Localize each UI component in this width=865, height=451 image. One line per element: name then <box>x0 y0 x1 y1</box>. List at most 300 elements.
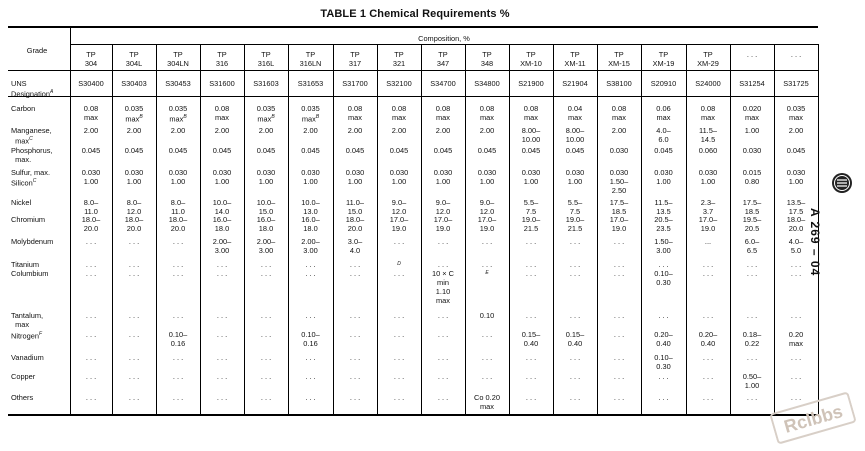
cell-cr: 17.0– 19.0 <box>389 215 409 233</box>
cell-ti: . . . <box>702 260 714 269</box>
cell-other: . . . <box>525 393 537 402</box>
cell-other: . . . <box>216 393 228 402</box>
cell-ta: . . . <box>658 311 669 320</box>
cell-v: . . . <box>393 353 405 362</box>
cell-s: 0.030 <box>609 168 629 177</box>
cell-mn: 2.00 <box>214 126 230 135</box>
cell-n: . . . <box>260 330 272 339</box>
cell-mn: 2.00 <box>788 126 804 135</box>
grade-column-header: TP 316LN <box>299 50 322 68</box>
cell-cb: . . . <box>128 269 140 278</box>
cell-cr: 17.0– 19.0 <box>698 215 718 233</box>
cell-carbon: 0.06 max <box>656 104 671 122</box>
cell-si: 1.00 <box>523 177 539 186</box>
cell-ta: . . . <box>702 311 714 320</box>
cell-ni: 10.0– 15.0 <box>256 198 276 216</box>
cell-ta: . . . <box>613 311 625 320</box>
cell-v: . . . <box>525 353 537 362</box>
uns-cell: S31653 <box>297 79 324 88</box>
cell-other: . . . <box>393 393 405 402</box>
cell-n: . . . <box>128 330 140 339</box>
cell-carbon: 0.08 max <box>479 104 495 122</box>
cell-cu: . . . <box>613 372 625 381</box>
cell-carbon: 0.035 $\max^B$ <box>256 104 276 124</box>
cell-p: 0.045 <box>565 146 585 155</box>
cell-other: . . . <box>702 393 714 402</box>
cell-s: 0.030 <box>433 168 453 177</box>
grade-column-header: TP XM-29 <box>697 50 719 68</box>
footnote-marker: E <box>485 270 489 276</box>
cell-si: 1.00 <box>347 177 363 186</box>
cell-other: . . . <box>349 393 361 402</box>
cell-si: 1.00 <box>788 177 804 186</box>
cell-v: 0.10– 0.30 <box>654 353 673 371</box>
cell-ta: . . . <box>393 311 405 320</box>
cell-cb <box>465 269 509 279</box>
cell-ta: . . . <box>790 311 802 320</box>
cell-ti: . . . <box>569 260 581 269</box>
cell-mn: 2.00 <box>347 126 363 135</box>
cell-si: 1.00 <box>656 177 671 186</box>
cell-cu: . . . <box>658 372 669 381</box>
cell-mo: . . . <box>393 237 405 246</box>
cell-cr: 19.0– 21.5 <box>521 215 541 233</box>
uns-cell: S24000 <box>695 79 721 88</box>
cell-ta: . . . <box>216 311 228 320</box>
grade-column-header: TP XM-11 <box>564 50 586 68</box>
grade-header: Grade <box>26 46 48 55</box>
cell-s: 0.015 <box>742 168 762 177</box>
row-label-cu: Copper <box>11 372 36 381</box>
cell-carbon: 0.035 $\max^B$ <box>301 104 320 124</box>
cell-carbon: 0.035 $\max^B$ <box>124 104 144 124</box>
cell-mn: 8.00– 10.00 <box>521 126 541 144</box>
cell-si: 1.00 <box>170 177 186 186</box>
cell-n: . . . <box>349 330 361 339</box>
cell-mo: . . . <box>85 237 97 246</box>
cell-v: . . . <box>172 353 184 362</box>
cell-cb: . . . <box>349 269 361 278</box>
cell-mn: 4.0– 6.0 <box>656 126 671 144</box>
uns-cell: S21904 <box>562 79 588 88</box>
row-label-cr: Chromium <box>11 215 46 224</box>
cell-si: 1.00 <box>391 177 407 186</box>
cell-cr: 17.0– 19.0 <box>477 215 497 233</box>
cell-ni: 11.5– 13.5 <box>654 198 673 216</box>
uns-rule <box>8 96 818 97</box>
cell-carbon: 0.035 $\max^B$ <box>168 104 188 124</box>
cell-ni: 8.0– 12.0 <box>126 198 142 216</box>
cell-mo: ... <box>704 237 712 246</box>
uns-cell: S21900 <box>518 79 544 88</box>
uns-cell: S34700 <box>430 79 456 88</box>
grade-column-header: TP XM-19 <box>652 50 675 68</box>
cell-ti: . . . <box>85 260 97 269</box>
cell-cb: . . . <box>569 269 581 278</box>
cell-mo: . . . <box>613 237 625 246</box>
cell-cb: . . . <box>172 269 184 278</box>
cell-cr: 18.0– 20.0 <box>345 215 365 233</box>
uns-cell: S34800 <box>474 79 500 88</box>
footnote-marker: C <box>29 136 33 142</box>
row-label-carbon: Carbon <box>11 104 36 113</box>
footnote-marker: B <box>139 114 143 120</box>
cell-s: 0.030 <box>389 168 409 177</box>
row-label-v: Vanadium <box>11 353 44 362</box>
uns-cell: S31700 <box>342 79 368 88</box>
cell-cr: 17.0– 19.0 <box>609 215 629 233</box>
uns-cell: S20910 <box>650 79 677 88</box>
cell-ni: 17.5– 18.5 <box>609 198 629 216</box>
cell-ta: . . . <box>128 311 140 320</box>
cell-cb: . . . <box>305 269 316 278</box>
cell-mn: 2.00 <box>435 126 451 135</box>
cell-p: 0.045 <box>345 146 365 155</box>
cell-mn: 2.00 <box>611 126 627 135</box>
cell-mn: 2.00 <box>479 126 495 135</box>
cell-s: 0.030 <box>301 168 320 177</box>
cell-p: 0.030 <box>742 146 762 155</box>
cell-p: 0.045 <box>521 146 541 155</box>
cell-v: . . . <box>349 353 361 362</box>
cell-ta: . . . <box>437 311 449 320</box>
cell-ti: . . . <box>305 260 316 269</box>
cell-cr: 19.0– 21.5 <box>565 215 585 233</box>
cell-p: 0.045 <box>81 146 101 155</box>
cell-mn: 2.00 <box>258 126 274 135</box>
cell-other: . . . <box>437 393 449 402</box>
cell-s: 0.030 <box>565 168 585 177</box>
cell-n: . . . <box>216 330 228 339</box>
cell-cu: 0.50– 1.00 <box>742 372 762 390</box>
cell-p: 0.045 <box>301 146 320 155</box>
cell-v: . . . <box>569 353 581 362</box>
cell-n: 0.18– 0.22 <box>742 330 762 348</box>
cell-ta: . . . <box>260 311 272 320</box>
row-label-ni: Nickel <box>11 198 32 207</box>
cell-cr: 20.5– 23.5 <box>654 215 673 233</box>
grade-column-header: TP 304LN <box>167 50 189 68</box>
cell-mo: . . . <box>172 237 184 246</box>
row-label-p: Phosphorus, max. <box>11 146 53 164</box>
cell-n: . . . <box>613 330 625 339</box>
cell-other: . . . <box>746 393 758 402</box>
cell-v: . . . <box>260 353 272 362</box>
cell-p: 0.030 <box>609 146 629 155</box>
cell-carbon: 0.08 max <box>391 104 407 122</box>
cell-other: . . . <box>613 393 625 402</box>
cell-cu: . . . <box>437 372 449 381</box>
cell-ti: . . . <box>437 260 449 269</box>
cell-ni: 17.5– 18.5 <box>742 198 762 216</box>
grade-column-header: TP 304 <box>84 50 98 68</box>
cell-mo: 2.00– 3.00 <box>301 237 320 255</box>
cell-other: . . . <box>569 393 581 402</box>
cell-n: 0.20– 0.40 <box>654 330 673 348</box>
cell-cu: . . . <box>525 372 537 381</box>
cell-other: . . . <box>85 393 97 402</box>
cell-mn: 2.00 <box>170 126 186 135</box>
footnote-marker: F <box>38 331 42 337</box>
cell-mn: 2.00 <box>391 126 407 135</box>
cell-p: 0.045 <box>389 146 409 155</box>
cell-mo: 1.50– 3.00 <box>654 237 673 255</box>
cell-cu: . . . <box>393 372 405 381</box>
grade-column-header: TP XM-15 <box>608 50 630 68</box>
cell-ta: . . . <box>746 311 758 320</box>
row-label-other: Others <box>11 393 34 402</box>
cell-ti: . . . <box>746 260 758 269</box>
cell-ti: . . . <box>613 260 625 269</box>
cell-ni: 9.0– 12.0 <box>435 198 451 216</box>
cell-n: . . . <box>393 330 405 339</box>
cell-ta: . . . <box>349 311 361 320</box>
grade-column-header: . . . <box>790 50 802 59</box>
cell-si: 1.00 <box>214 177 230 186</box>
cell-other: . . . <box>172 393 184 402</box>
cell-s: 0.030 <box>345 168 365 177</box>
cell-cu: . . . <box>85 372 97 381</box>
cell-ta: . . . <box>85 311 97 320</box>
cell-ti: . . . <box>525 260 537 269</box>
cell-v: . . . <box>128 353 140 362</box>
row-label-ti: Titanium <box>11 260 40 269</box>
cell-n: . . . <box>437 330 449 339</box>
row-label-cb: Columbium <box>11 269 49 278</box>
uns-cell: S30453 <box>165 79 191 88</box>
cell-mn: 2.00 <box>126 126 142 135</box>
footnote-marker: A <box>50 89 54 95</box>
cell-mo: 2.00– 3.00 <box>256 237 276 255</box>
cell-si: 1.00 <box>479 177 495 186</box>
grade-column-header: TP 347 <box>436 50 450 68</box>
cell-cb: . . . <box>216 269 228 278</box>
cell-ni: 8.0– 11.0 <box>83 198 99 216</box>
cell-carbon: 0.020 max <box>742 104 762 122</box>
cell-p: 0.045 <box>168 146 188 155</box>
table-bottom-rule <box>8 414 818 416</box>
cell-mo: 4.0– 5.0 <box>788 237 804 255</box>
cell-carbon: 0.035 max <box>786 104 806 122</box>
cell-cu: . . . <box>260 372 272 381</box>
cell-si: 1.00 <box>303 177 318 186</box>
cell-s: 0.030 <box>256 168 276 177</box>
cell-v: . . . <box>85 353 97 362</box>
cell-carbon: 0.08 max <box>700 104 716 122</box>
cell-other: . . . <box>305 393 316 402</box>
cell-n: . . . <box>85 330 97 339</box>
cell-mo: . . . <box>481 237 493 246</box>
cell-ta: . . . <box>525 311 537 320</box>
cell-cb: . . . <box>393 269 405 278</box>
cell-other: Co 0.20 max <box>474 393 500 411</box>
cell-other: . . . <box>790 393 802 402</box>
cell-mo: 3.0– 4.0 <box>347 237 363 255</box>
footnote-marker: B <box>183 114 187 120</box>
cell-cu: . . . <box>481 372 493 381</box>
cell-ti: . . . <box>790 260 802 269</box>
cell-ta: . . . <box>172 311 184 320</box>
footnote-marker: D <box>397 261 401 267</box>
cell-v: . . . <box>790 353 802 362</box>
cell-cr: 16.0– 18.0 <box>256 215 276 233</box>
cell-si: 1.00 <box>83 177 99 186</box>
cell-v: . . . <box>481 353 493 362</box>
uns-cell: S30403 <box>121 79 147 88</box>
cell-carbon: 0.08 max <box>435 104 451 122</box>
cell-s: 0.030 <box>212 168 232 177</box>
cell-other: . . . <box>658 393 669 402</box>
uns-cell: S31603 <box>253 79 279 88</box>
uns-cell: S38100 <box>606 79 632 88</box>
cell-mn: 1.00 <box>744 126 760 135</box>
cell-p: 0.060 <box>698 146 718 155</box>
cell-n: 0.15– 0.40 <box>565 330 585 348</box>
cell-s: 0.030 <box>786 168 806 177</box>
cell-cu: . . . <box>790 372 802 381</box>
cell-other: . . . <box>260 393 272 402</box>
cell-ti: . . . <box>216 260 228 269</box>
cell-ti: . . . <box>481 260 493 269</box>
svg-text:Rclbbs: Rclbbs <box>781 401 845 437</box>
cell-cr: 16.0– 18.0 <box>301 215 320 233</box>
cell-ni: 5.5– 7.5 <box>523 198 539 216</box>
cell-cu: . . . <box>702 372 714 381</box>
cell-s: 0.030 <box>654 168 673 177</box>
cell-n: 0.10– 0.16 <box>168 330 188 348</box>
cell-p: 0.045 <box>786 146 806 155</box>
cell-cr: 17.0– 19.0 <box>433 215 453 233</box>
cell-cu: . . . <box>349 372 361 381</box>
composition-rule <box>70 44 818 45</box>
cell-s: 0.030 <box>124 168 144 177</box>
cell-cr: 16.0– 18.0 <box>212 215 232 233</box>
cell-cr: 18.0– 20.0 <box>786 215 806 233</box>
cell-si: 1.00 <box>435 177 451 186</box>
cell-s: 0.030 <box>168 168 188 177</box>
cell-si: 1.50– 2.50 <box>609 177 629 195</box>
cell-si: 1.00 <box>700 177 716 186</box>
grade-column-header: TP 348 <box>480 50 494 68</box>
cell-mn: 2.00 <box>83 126 99 135</box>
header-rule <box>8 70 818 71</box>
cell-ni: 10.0– 13.0 <box>301 198 320 216</box>
grade-column-header: TP 321 <box>392 50 406 68</box>
cell-v: . . . <box>746 353 758 362</box>
cell-si: 1.00 <box>258 177 274 186</box>
cell-carbon: 0.08 max <box>83 104 99 122</box>
cell-si: 1.00 <box>567 177 583 186</box>
cell-ni: 9.0– 12.0 <box>391 198 407 216</box>
cell-other: . . . <box>128 393 140 402</box>
grade-column-header: TP XM-10 <box>520 50 542 68</box>
cell-mo: . . . <box>128 237 140 246</box>
cell-p: 0.045 <box>433 146 453 155</box>
cell-cu: . . . <box>172 372 184 381</box>
cell-cr: 18.0– 20.0 <box>81 215 101 233</box>
row-label-mn: Manganese, $\max^C$ <box>11 126 52 146</box>
cell-v: . . . <box>437 353 449 362</box>
cell-ti: . . . <box>658 260 669 269</box>
cell-mo: . . . <box>525 237 537 246</box>
cell-mo: 6.0– 6.5 <box>744 237 760 255</box>
cell-ni: 9.0– 12.0 <box>479 198 495 216</box>
cell-cb: . . . <box>525 269 537 278</box>
cell-carbon: 0.08 max <box>214 104 230 122</box>
cell-cu: . . . <box>305 372 316 381</box>
cell-ti: . . . <box>260 260 272 269</box>
cell-p: 0.045 <box>256 146 276 155</box>
cell-ta: . . . <box>569 311 581 320</box>
cell-ni: 11.0– 15.0 <box>346 198 364 216</box>
grade-column-header: TP 304L <box>125 50 143 68</box>
cell-mn: 8.00– 10.00 <box>565 126 585 144</box>
cell-cu: . . . <box>216 372 228 381</box>
cell-cr: 18.0– 20.0 <box>124 215 144 233</box>
cell-ni: 2.3– 3.7 <box>700 198 716 216</box>
cell-s: 0.030 <box>698 168 718 177</box>
cell-ni: 13.5– 17.5 <box>786 198 806 216</box>
grade-column-header: . . . <box>746 50 758 59</box>
cell-v: . . . <box>305 353 316 362</box>
cell-ti: . . . <box>349 260 361 269</box>
cell-p: 0.045 <box>654 146 673 155</box>
cell-cb: . . . <box>702 269 714 278</box>
cell-s: 0.030 <box>81 168 101 177</box>
cell-n: 0.20– 0.40 <box>698 330 718 348</box>
uns-cell: S30400 <box>78 79 104 88</box>
cell-p: 0.045 <box>212 146 232 155</box>
uns-cell: S31725 <box>783 79 809 88</box>
row-label-ta: Tantalum, max <box>11 311 44 329</box>
cell-cb: . . . <box>613 269 625 278</box>
cell-v: . . . <box>216 353 228 362</box>
uns-cell: S31254 <box>739 79 765 88</box>
cell-ta: 0.10 <box>479 311 495 320</box>
cell-mn: 2.00 <box>303 126 318 135</box>
cell-mo: . . . <box>569 237 581 246</box>
cell-s: 0.030 <box>521 168 541 177</box>
table-title: TABLE 1 Chemical Requirements % <box>320 8 510 20</box>
cell-ti: . . . <box>128 260 140 269</box>
row-label-s: Sulfur, max. <box>11 168 51 177</box>
grade-column-header: TP 317 <box>348 50 362 68</box>
cell-p: 0.045 <box>477 146 497 155</box>
row-label-si: Silicon$^C$ <box>11 178 37 188</box>
astm-emblem-icon <box>831 172 853 194</box>
cell-mn: 11.5– 14.5 <box>699 126 717 144</box>
cell-n: 0.20 max <box>788 330 804 348</box>
cell-v: . . . <box>613 353 625 362</box>
cell-n: 0.10– 0.16 <box>301 330 320 348</box>
cell-cb: 10 × C min 1.10 max <box>432 269 454 305</box>
cell-cr: 19.5– 20.5 <box>742 215 762 233</box>
cell-cu: . . . <box>569 372 581 381</box>
cell-ni: 10.0– 14.0 <box>212 198 232 216</box>
footnote-marker: B <box>271 114 275 120</box>
uns-cell: S32100 <box>386 79 412 88</box>
row-label-n: Nitrogen$^F$ <box>11 331 42 341</box>
cell-carbon: 0.04 max <box>567 104 583 122</box>
cell-ta: . . . <box>305 311 316 320</box>
cell-cb: 0.10– 0.30 <box>654 269 673 287</box>
cell-si: 1.00 <box>126 177 142 186</box>
composition-header: Composition, % <box>418 34 470 43</box>
cell-cu: . . . <box>128 372 140 381</box>
row-label-mo: Molybdenum <box>11 237 54 246</box>
cell-ni: 5.5– 7.5 <box>567 198 583 216</box>
cell-carbon: 0.08 max <box>347 104 363 122</box>
